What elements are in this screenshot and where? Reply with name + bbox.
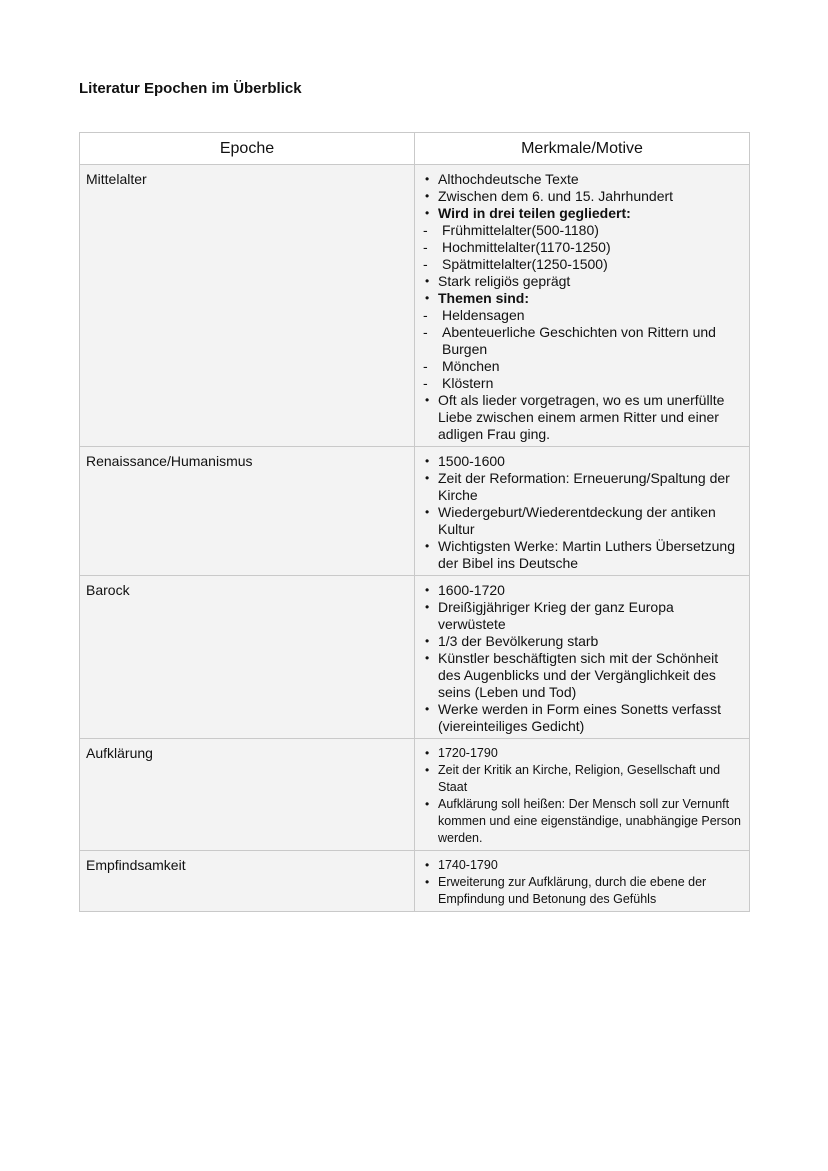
list-item-text: 1500-1600 — [438, 453, 505, 469]
bullet-marker: • — [425, 291, 430, 305]
bullet-marker: • — [425, 746, 430, 760]
epoch-name: Barock — [80, 576, 415, 739]
epoch-name: Empfindsamkeit — [80, 851, 415, 912]
list-item-text: Spätmittelalter(1250-1500) — [442, 256, 608, 272]
list-item-text: Künstler beschäftigten sich mit der Schönheit des Augenblicks und der Vergänglichkeit des seins (Leben und Tod) — [438, 650, 719, 700]
bullet-marker: • — [425, 763, 430, 777]
list-item — [421, 307, 743, 324]
bullet-marker: • — [425, 858, 430, 872]
list-item-text: Werke werden in Form eines Sonetts verfasst (viereinteiliges Gedicht) — [438, 701, 721, 734]
list-item-text: Abenteuerliche Geschichten von Rittern und Burgen — [442, 324, 716, 357]
list-item-text: 1/3 der Bevölkerung starb — [438, 633, 599, 649]
bullet-marker: • — [425, 875, 430, 889]
table-row — [80, 739, 750, 851]
list-item — [421, 701, 743, 735]
feature-list — [421, 745, 743, 847]
list-item-text: Hochmittelalter(1170-1250) — [442, 239, 611, 255]
list-item-text: Themen sind: — [438, 290, 530, 306]
list-item-text: Aufklärung soll heißen: Der Mensch soll zur Vernunft kommen und eine eigenständige, unabhängige Person werden. — [438, 797, 742, 845]
list-item-text: Zwischen dem 6. und 15. Jahrhundert — [438, 188, 674, 204]
list-item — [421, 222, 743, 239]
bullet-marker: • — [425, 274, 430, 288]
list-item — [421, 745, 743, 762]
epoch-name: Mittelalter — [80, 165, 415, 447]
bullet-marker: • — [425, 600, 430, 614]
bullet-marker: • — [425, 189, 430, 203]
table-row — [80, 851, 750, 912]
list-item-text: Oft als lieder vorgetragen, wo es um unerfüllte Liebe zwischen einem armen Ritter und einer adligen Frau ging. — [438, 392, 725, 442]
list-item — [421, 582, 743, 599]
list-item — [421, 650, 743, 701]
list-item — [421, 290, 743, 307]
list-item — [421, 538, 743, 572]
list-item-text: Zeit der Reformation: Erneuerung/Spaltung der Kirche — [438, 470, 730, 503]
list-item — [421, 239, 743, 256]
list-item-text: Heldensagen — [442, 307, 525, 323]
list-item — [421, 392, 743, 443]
dash-marker: - — [423, 222, 428, 238]
table-header-row — [80, 133, 750, 165]
list-item-text: Stark religiös geprägt — [438, 273, 571, 289]
bullet-marker: • — [425, 797, 430, 811]
list-item — [421, 358, 743, 375]
dash-marker: - — [423, 324, 428, 340]
list-item — [421, 762, 743, 796]
list-item-text: 1720-1790 — [438, 746, 498, 760]
epoch-features — [415, 739, 750, 851]
list-item-text: 1740-1790 — [438, 858, 498, 872]
bullet-marker: • — [425, 454, 430, 468]
epoch-name: Renaissance/Humanismus — [80, 447, 415, 576]
bullet-marker: • — [425, 393, 430, 407]
header-epoche: Epoche — [80, 133, 415, 165]
epoch-name: Aufklärung — [80, 739, 415, 851]
bullet-marker: • — [425, 505, 430, 519]
list-item-text: Klöstern — [442, 375, 494, 391]
list-item — [421, 453, 743, 470]
epoch-features — [415, 447, 750, 576]
list-item-text: 1600-1720 — [438, 582, 505, 598]
list-item — [421, 504, 743, 538]
bullet-marker: • — [425, 634, 430, 648]
list-item-text: Wird in drei teilen gegliedert: — [438, 205, 631, 221]
bullet-marker: • — [425, 702, 430, 716]
epoch-features — [415, 851, 750, 912]
list-item — [421, 324, 743, 358]
list-item-text: Wiedergeburt/Wiederentdeckung der antiken Kultur — [438, 504, 716, 537]
list-item-text: Dreißigjähriger Krieg der ganz Europa verwüstete — [438, 599, 674, 632]
dash-marker: - — [423, 375, 428, 391]
list-item — [421, 171, 743, 188]
header-merkmale: Merkmale/Motive — [415, 133, 750, 165]
bullet-marker: • — [425, 206, 430, 220]
bullet-marker: • — [425, 172, 430, 186]
list-item — [421, 857, 743, 874]
dash-marker: - — [423, 358, 428, 374]
list-item — [421, 796, 743, 847]
list-item — [421, 633, 743, 650]
list-item-text: Frühmittelalter(500-1180) — [442, 222, 599, 238]
list-item-text: Mönchen — [442, 358, 500, 374]
dash-marker: - — [423, 239, 428, 255]
list-item — [421, 273, 743, 290]
feature-list — [421, 857, 743, 908]
bullet-marker: • — [425, 651, 430, 665]
bullet-marker: • — [425, 539, 430, 553]
bullet-marker: • — [425, 471, 430, 485]
dash-marker: - — [423, 307, 428, 323]
feature-list — [421, 171, 743, 443]
list-item — [421, 205, 743, 222]
dash-marker: - — [423, 256, 428, 272]
bullet-marker: • — [425, 583, 430, 597]
epochs-table — [79, 132, 750, 912]
list-item — [421, 256, 743, 273]
list-item — [421, 874, 743, 908]
table-row — [80, 447, 750, 576]
list-item — [421, 188, 743, 205]
feature-list — [421, 582, 743, 735]
list-item — [421, 599, 743, 633]
list-item — [421, 375, 743, 392]
table-row — [80, 165, 750, 447]
feature-list — [421, 453, 743, 572]
list-item-text: Wichtigsten Werke: Martin Luthers Übersetzung der Bibel ins Deutsche — [438, 538, 735, 571]
list-item — [421, 470, 743, 504]
list-item-text: Zeit der Kritik an Kirche, Religion, Gesellschaft und Staat — [438, 763, 721, 794]
page-title: Literatur Epochen im Überblick — [79, 80, 302, 97]
table-row — [80, 576, 750, 739]
list-item-text: Althochdeutsche Texte — [438, 171, 579, 187]
list-item-text: Erweiterung zur Aufklärung, durch die ebene der Empfindung und Betonung des Gefühls — [438, 875, 707, 906]
epoch-features — [415, 165, 750, 447]
epoch-features — [415, 576, 750, 739]
